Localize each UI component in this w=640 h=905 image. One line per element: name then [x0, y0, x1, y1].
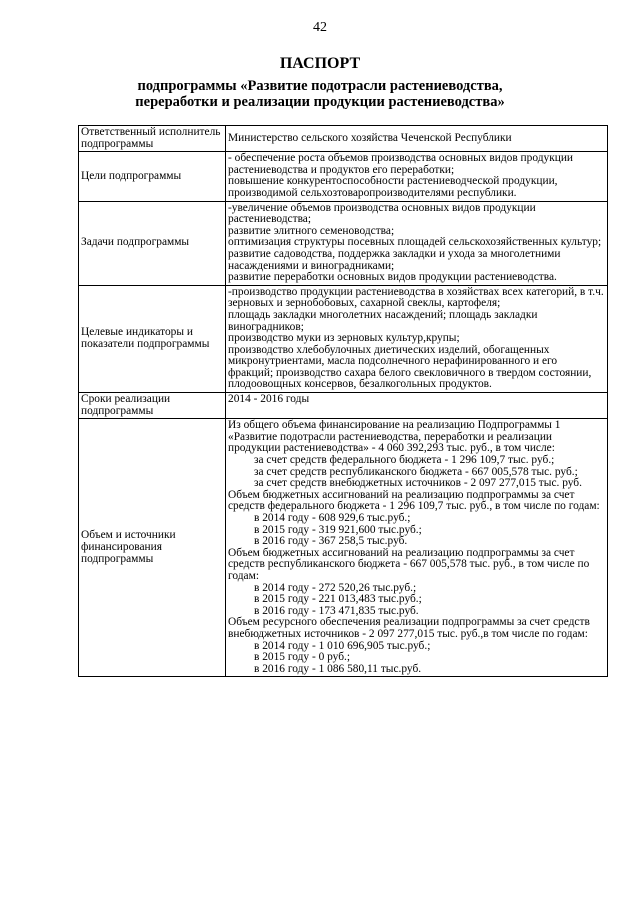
funding-extra-year: в 2016 году - 1 086 580,11 тыс.руб. [254, 662, 422, 675]
funding-federal-year: в 2014 году - 608 929,6 тыс.руб.; [254, 512, 411, 524]
goals-line: - обеспечение роста объемов производства основных видов продукции растениеводства и продуктов его переработки; [228, 152, 574, 176]
passport-table [78, 125, 608, 677]
tasks-line: оптимизация структуры посевных площадей сельскохозяйственных культур; [228, 236, 602, 249]
tasks-line: развитие садоводства, поддержка закладки и ухода за многолетними насаждениями и виноградниками; [228, 247, 561, 272]
row-goals [79, 152, 608, 201]
document-subtitle: подпрограммы «Развитие подотрасли растениеводства, переработки и реализации продукции растениеводства» [135, 78, 505, 110]
funding-republic-text: Объем бюджетных ассигнований на реализацию подпрограммы за счет средств республиканского бюджета - 667 005,578 тыс. руб., в том числе по годам: [228, 546, 590, 582]
tasks-line: развитие элитного семеноводства; [228, 224, 395, 237]
row-executor [79, 126, 608, 152]
tasks-line: -увеличение объемов производства основных видов продукции растениеводства; [228, 201, 536, 226]
funding-source: за счет средств республиканского бюджета - 667 005,578 тыс. руб.; [254, 465, 578, 478]
tasks-label: Задачи подпрограммы [79, 201, 226, 285]
page-number: 42 [313, 20, 327, 35]
row-funding [79, 419, 608, 677]
funding-extra-text: Объем ресурсного обеспечения реализации подпрограммы за счет средств внебюджетных источников - 2 097 277,015 тыс. руб.,в том числе по годам: [228, 616, 590, 640]
funding-federal-text: Объем бюджетных ассигнований на реализацию подпрограммы за счет средств федерального бюджета - 1 296 109,7 тыс. руб., в том числе по годам: [228, 488, 600, 513]
funding-federal-year: в 2016 году - 367 258,5 тыс.руб. [254, 535, 408, 548]
funding-federal-year: в 2015 году - 319 921,600 тыс.руб.; [254, 523, 422, 536]
executor-label: Ответственный исполнитель подпрограммы [79, 126, 226, 152]
terms-value: 2014 - 2016 годы [226, 393, 608, 419]
indicators-line: площадь закладки многолетних насаждений; площадь закладки виноградников; [228, 308, 538, 333]
goals-line: повышение конкурентоспособности растениеводческой продукции, производимой сельхозтоваропроизводителями республики. [228, 175, 558, 199]
funding-label: Объем и источники финансирования подпрограммы [79, 419, 226, 677]
funding-republic-year: в 2016 году - 173 471,835 тыс.руб. [254, 604, 419, 617]
document-title: ПАСПОРТ [279, 55, 361, 72]
row-indicators [79, 285, 608, 392]
row-tasks [79, 201, 608, 285]
goals-label: Цели подпрограммы [79, 152, 226, 201]
indicators-label: Целевые индикаторы и показатели подпрограммы [79, 285, 226, 392]
funding-source: за счет средств федерального бюджета - 1 296 109,7 тыс. руб.; [254, 454, 555, 467]
indicators-value [226, 285, 608, 392]
executor-value: Министерство сельского хозяйства Чеченской Республики [226, 126, 608, 152]
funding-extra-year: в 2015 году - 0 руб.; [254, 651, 351, 664]
indicators-line: производство муки из зерновых культур,крупы; [228, 332, 460, 345]
row-terms [79, 393, 608, 419]
terms-label: Сроки реализации подпрограммы [79, 393, 226, 419]
tasks-value [226, 201, 608, 285]
goals-value [226, 152, 608, 201]
indicators-line: производство хлебобулочных диетических изделий, обогащенных микронутриентами, масла подсолнечного нерафинированного и его фракций; производство сахара белого свекловичного в твердом состоянии, плодоовощных консервов, безалкогольных продуктов. [228, 343, 592, 391]
funding-source: за счет средств внебюджетных источников - 2 097 277,015 тыс. руб. [254, 477, 582, 490]
funding-republic-year: в 2014 году - 272 520,26 тыс.руб.; [254, 581, 417, 594]
funding-value [226, 419, 608, 677]
funding-republic-year: в 2015 году - 221 013,483 тыс.руб.; [254, 593, 422, 606]
funding-extra-year: в 2014 году - 1 010 696,905 тыс.руб.; [254, 639, 431, 652]
tasks-line: развитие переработки основных видов продукции растениеводства. [228, 271, 557, 284]
funding-intro: Из общего объема финансирование на реализацию Подпрограммы 1 «Развитие подотрасли растениеводства, переработки и реализации продукции растениеводства» - 4 060 392,293 тыс. руб., в том числе: [228, 419, 561, 455]
indicators-line: -производство продукции растениеводства в хозяйствах всех категорий, в т.ч. зерновых и зернобобовых, сахарной свеклы, картофеля; [228, 285, 604, 310]
